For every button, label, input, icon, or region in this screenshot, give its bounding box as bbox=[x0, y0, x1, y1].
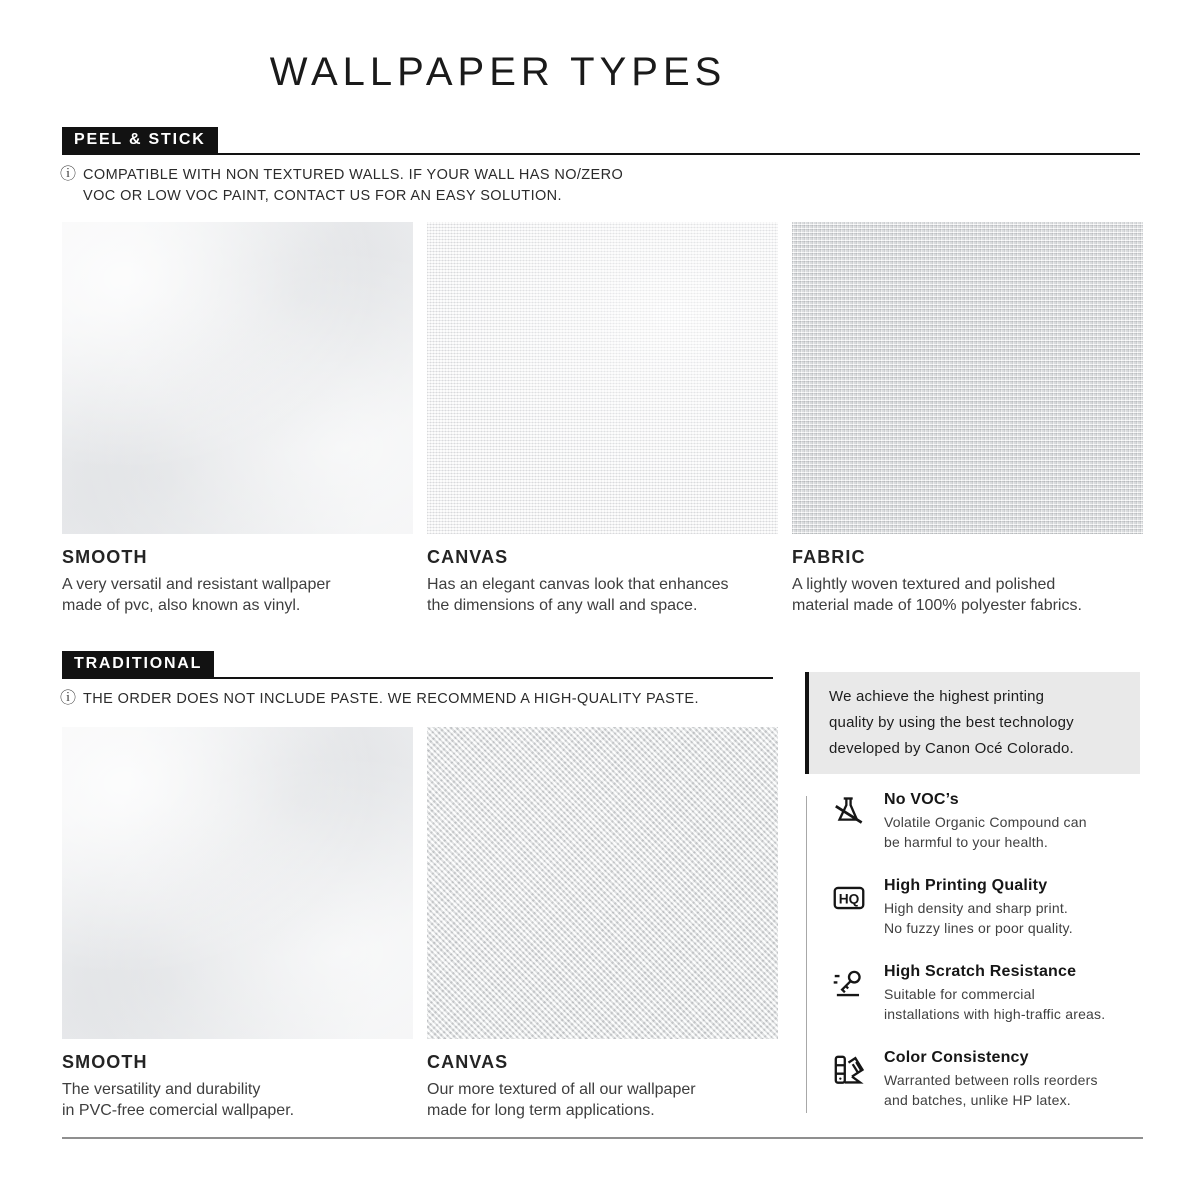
text-line: developed by Canon Océ Colorado. bbox=[829, 740, 1074, 757]
text-line: Our more textured of all our wallpaper bbox=[427, 1081, 696, 1098]
swatch-description bbox=[427, 574, 778, 616]
feature-high-printing-quality bbox=[830, 877, 1142, 938]
text-line: We achieve the highest printing bbox=[829, 688, 1045, 705]
peel-stick-note bbox=[60, 165, 623, 207]
traditional-note bbox=[60, 689, 699, 710]
page-title: WALLPAPER TYPES bbox=[269, 50, 727, 94]
feature-description bbox=[884, 813, 1087, 852]
traditional-section-header bbox=[62, 651, 773, 679]
color-swatches-icon bbox=[830, 1051, 868, 1089]
feature-text bbox=[884, 1049, 1098, 1110]
swatch-title: FABRIC bbox=[792, 547, 866, 567]
swatch-card-canvas bbox=[427, 727, 778, 1121]
text-line: be harmful to your health. bbox=[884, 833, 1048, 850]
printing-quality-quote bbox=[805, 672, 1140, 774]
swatch-card-smooth bbox=[62, 222, 413, 616]
text-line: VOC OR LOW VOC PAINT, CONTACT US FOR AN EASY SOLUTION. bbox=[83, 188, 562, 204]
text-line: High density and sharp print. bbox=[884, 900, 1069, 916]
features-rail-divider bbox=[806, 796, 807, 1113]
hq-badge-icon bbox=[830, 879, 868, 917]
text-line: and batches, unlike HP latex. bbox=[884, 1091, 1071, 1108]
svg-text:HQ: HQ bbox=[838, 891, 860, 907]
text-line: made for long term applications. bbox=[427, 1102, 655, 1119]
peel-stick-label: PEEL & STICK bbox=[62, 127, 218, 153]
feature-text bbox=[884, 791, 1087, 852]
feature-title: High Printing Quality bbox=[884, 877, 1048, 894]
text-line: in PVC-free comercial wallpaper. bbox=[62, 1102, 295, 1119]
text-line: COMPATIBLE WITH NON TEXTURED WALLS. IF YOUR WALL HAS NO/ZERO bbox=[83, 167, 624, 183]
smooth-texture-sample bbox=[62, 222, 413, 534]
info-icon: ⓘ bbox=[60, 690, 77, 707]
traditional-swatch-row bbox=[62, 727, 778, 1121]
swatch-description bbox=[792, 574, 1143, 616]
canvas-texture-sample bbox=[427, 222, 778, 534]
text-line: Suitable for commercial bbox=[884, 986, 1035, 1002]
swatch-title: SMOOTH bbox=[62, 547, 148, 567]
text-line: Volatile Organic Compound can bbox=[884, 814, 1087, 830]
smooth-texture-sample bbox=[62, 727, 413, 1039]
text-line: the dimensions of any wall and space. bbox=[427, 597, 698, 614]
swatch-description bbox=[62, 574, 413, 616]
text-line: material made of 100% polyester fabrics. bbox=[792, 597, 1082, 614]
bottom-divider bbox=[62, 1137, 1143, 1139]
feature-title: High Scratch Resistance bbox=[884, 963, 1077, 980]
swatch-description bbox=[62, 1079, 413, 1121]
feature-text bbox=[884, 877, 1073, 938]
peel-stick-section-header bbox=[62, 127, 1140, 155]
swatch-card-smooth bbox=[62, 727, 413, 1121]
fabric-texture-sample bbox=[792, 222, 1143, 534]
text-line: quality by using the best technology bbox=[829, 714, 1074, 731]
text-line: made of pvc, also known as vinyl. bbox=[62, 597, 301, 614]
scratch-key-icon bbox=[830, 965, 868, 1003]
swatch-title: CANVAS bbox=[427, 1052, 509, 1072]
note-text bbox=[83, 165, 623, 207]
feature-high-scratch-resistance bbox=[830, 963, 1142, 1024]
swatch-description bbox=[427, 1079, 778, 1121]
swatch-title: SMOOTH bbox=[62, 1052, 148, 1072]
text-line: Warranted between rolls reorders bbox=[884, 1072, 1098, 1088]
feature-title: No VOC’s bbox=[884, 791, 959, 808]
canvas-texture-sample bbox=[427, 727, 778, 1039]
traditional-label: TRADITIONAL bbox=[62, 651, 214, 677]
text-line: A very versatil and resistant wallpaper bbox=[62, 576, 331, 593]
note-text bbox=[83, 689, 699, 710]
swatch-card-fabric bbox=[792, 222, 1143, 616]
feature-description bbox=[884, 1071, 1098, 1110]
features-list bbox=[830, 791, 1142, 1110]
feature-title: Color Consistency bbox=[884, 1049, 1029, 1066]
feature-text bbox=[884, 963, 1105, 1024]
text-line: installations with high-traffic areas. bbox=[884, 1005, 1106, 1022]
text-line: The versatility and durability bbox=[62, 1081, 261, 1098]
feature-color-consistency bbox=[830, 1049, 1142, 1110]
peel-stick-swatch-row bbox=[62, 222, 1143, 616]
info-icon: ⓘ bbox=[60, 166, 77, 183]
feature-no-voc bbox=[830, 791, 1142, 852]
text-line: No fuzzy lines or poor quality. bbox=[884, 919, 1073, 936]
swatch-card-canvas bbox=[427, 222, 778, 616]
text-line: Has an elegant canvas look that enhances bbox=[427, 576, 729, 593]
text-line: THE ORDER DOES NOT INCLUDE PASTE. WE RECOMMEND A HIGH-QUALITY PASTE. bbox=[83, 691, 699, 707]
no-voc-flask-icon bbox=[830, 793, 868, 831]
feature-description bbox=[884, 985, 1105, 1024]
text-line: A lightly woven textured and polished bbox=[792, 576, 1056, 593]
feature-description bbox=[884, 899, 1073, 938]
swatch-title: CANVAS bbox=[427, 547, 509, 567]
